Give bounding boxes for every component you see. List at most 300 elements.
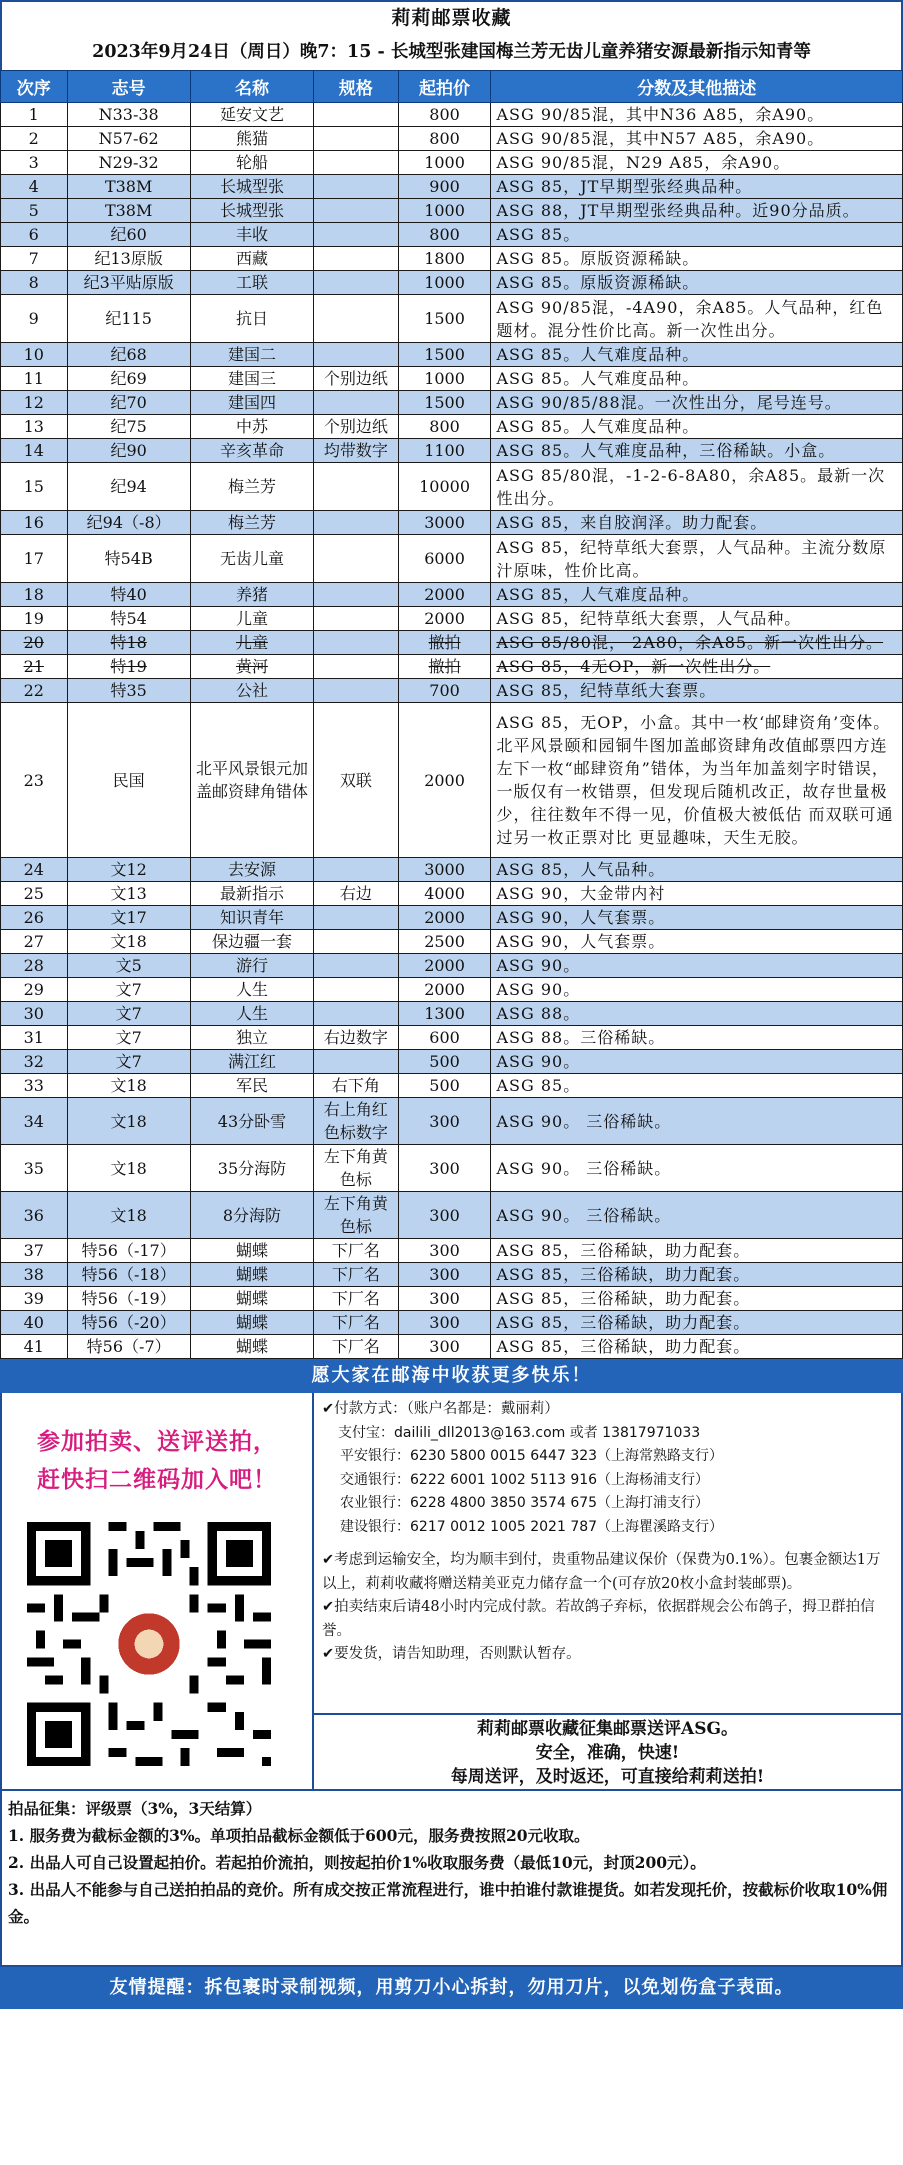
lot-spec: [314, 175, 399, 199]
table-row: [1, 1192, 903, 1239]
col-header-code: 志号: [67, 71, 190, 103]
lot-desc: ASG 85，纪特草纸大套票，人气品种。: [491, 607, 903, 631]
lot-code: 文18: [67, 1145, 190, 1192]
promo-line-1: 参加拍卖、送评送拍，: [37, 1428, 277, 1455]
lot-price: 2000: [398, 906, 491, 930]
lot-code: 纪13原版: [67, 247, 190, 271]
alipay-account[interactable]: 支付宝：dailili_dll2013@163.com 或者 13817971033: [338, 1424, 701, 1441]
shipping-note: ✔考虑到运输安全，均为顺丰到付，贵重物品建议保价（保费为0.1%）。包裹金额达1万以上，莉莉收藏将赠送精美亚克力储存盒一个(可存放20枚小盒封装邮票)。: [322, 1552, 881, 1592]
lot-spec: 个别边纸: [314, 415, 399, 439]
lot-name: 蝴蝶: [190, 1311, 313, 1335]
lot-price: 500: [398, 1074, 491, 1098]
lot-code: 特56（-18）: [67, 1263, 190, 1287]
lot-code: 特56（-17）: [67, 1239, 190, 1263]
rule-item-3: 3. 出品人不能参与自己送拍拍品的竞价。所有成交按正常流程进行，谁中拍谁付款谁提货。如若发现托价，按截标价收取10%佣金。: [8, 1880, 888, 1926]
lot-desc: ASG 90/85混，其中N57 A85，余A90。: [491, 127, 903, 151]
lot-name: 中苏: [190, 415, 313, 439]
lot-name: 保边疆一套: [190, 930, 313, 954]
table-row: [1, 439, 903, 463]
lot-price: 800: [398, 103, 491, 127]
lot-price: 800: [398, 223, 491, 247]
lot-desc: ASG 90/85混，其中N36 A85，余A90。: [491, 103, 903, 127]
table-row: [1, 1263, 903, 1287]
lot-desc: ASG 90。 三俗稀缺。: [491, 1098, 903, 1145]
table-row: [1, 415, 903, 439]
lot-spec: 右上角红色标数字: [314, 1098, 399, 1145]
lot-desc: ASG 85。: [491, 223, 903, 247]
lot-price: 撤拍: [398, 655, 491, 679]
lot-no: 16: [1, 511, 68, 535]
lot-spec: 左下角黄色标: [314, 1145, 399, 1192]
table-row: [1, 247, 903, 271]
lot-no: 20: [1, 631, 68, 655]
lot-spec: [314, 906, 399, 930]
lot-name: 延安文艺: [190, 103, 313, 127]
lot-code: N57-62: [67, 127, 190, 151]
lot-code: 特18: [67, 631, 190, 655]
slogan-line-1: 莉莉邮票收藏征集邮票送评ASG。: [477, 1719, 738, 1739]
lot-no: 17: [1, 535, 68, 583]
lot-desc: ASG 90。 三俗稀缺。: [491, 1192, 903, 1239]
lot-no: 8: [1, 271, 68, 295]
lot-no: 28: [1, 954, 68, 978]
lot-no: 38: [1, 1263, 68, 1287]
lot-spec: 个别边纸: [314, 367, 399, 391]
table-row: [1, 930, 903, 954]
lot-table: [0, 70, 903, 1359]
lot-price: 2000: [398, 703, 491, 858]
lot-code: 民国: [67, 703, 190, 858]
lot-no: 32: [1, 1050, 68, 1074]
lot-spec: 下厂名: [314, 1239, 399, 1263]
lot-price: 1800: [398, 247, 491, 271]
lot-spec: [314, 295, 399, 343]
lot-price: 600: [398, 1026, 491, 1050]
lot-desc: ASG 85，三俗稀缺，助力配套。: [491, 1335, 903, 1359]
lot-price: 1000: [398, 367, 491, 391]
lot-code: 文18: [67, 930, 190, 954]
table-row: [1, 223, 903, 247]
lot-code: 文7: [67, 1050, 190, 1074]
lot-no: 3: [1, 151, 68, 175]
lot-desc: ASG 85，三俗稀缺，助力配套。: [491, 1287, 903, 1311]
appraisal-slogan: [314, 1715, 901, 1789]
col-header-price: 起拍价: [398, 71, 491, 103]
lot-spec: 下厂名: [314, 1335, 399, 1359]
table-row: [1, 295, 903, 343]
lot-no: 27: [1, 930, 68, 954]
payment-info: [314, 1393, 901, 1715]
lot-price: 1500: [398, 391, 491, 415]
lot-desc: ASG 90。: [491, 978, 903, 1002]
lot-name: 知识青年: [190, 906, 313, 930]
lot-price: 3000: [398, 511, 491, 535]
table-row: [1, 1050, 903, 1074]
lot-price: 300: [398, 1145, 491, 1192]
lot-name: 长城型张: [190, 175, 313, 199]
lot-spec: 左下角黄色标: [314, 1192, 399, 1239]
lot-code: 特40: [67, 583, 190, 607]
table-row: [1, 199, 903, 223]
lot-desc: ASG 90，人气套票。: [491, 930, 903, 954]
lot-code: 特19: [67, 655, 190, 679]
lot-desc: ASG 85。人气难度品种。: [491, 367, 903, 391]
table-row: [1, 175, 903, 199]
lot-name: 建国二: [190, 343, 313, 367]
lot-spec: [314, 679, 399, 703]
lot-spec: [314, 583, 399, 607]
lot-price: 1000: [398, 271, 491, 295]
lot-code: 纪115: [67, 295, 190, 343]
lot-no: 14: [1, 439, 68, 463]
lot-price: 1000: [398, 199, 491, 223]
lot-spec: 右边数字: [314, 1026, 399, 1050]
payment-panel: [314, 1393, 901, 1789]
qr-code-icon: [18, 1513, 280, 1775]
rule-item-2: 2. 出品人可自己设置起拍价。若起拍价流拍，则按起拍价1%收取服务费（最低10元，封顶200元）。: [8, 1853, 706, 1872]
lot-no: 1: [1, 103, 68, 127]
lot-code: 文12: [67, 858, 190, 882]
lot-price: 300: [398, 1311, 491, 1335]
lot-no: 2: [1, 127, 68, 151]
payment-deadline-note: ✔拍卖结束后请48小时内完成付款。若故鸽子弃标，依据群规会公布鸽子，拇卫群拍信誉。: [322, 1599, 875, 1639]
lot-desc: ASG 85，来自胶润泽。助力配套。: [491, 511, 903, 535]
lot-code: T38M: [67, 199, 190, 223]
lot-spec: [314, 1002, 399, 1026]
lot-name: 8分海防: [190, 1192, 313, 1239]
lot-price: 1300: [398, 1002, 491, 1026]
lot-name: 最新指示: [190, 882, 313, 906]
table-row: [1, 1311, 903, 1335]
lot-code: 纪69: [67, 367, 190, 391]
lot-spec: [314, 151, 399, 175]
lot-price: 300: [398, 1263, 491, 1287]
lot-no: 30: [1, 1002, 68, 1026]
lot-code: N33-38: [67, 103, 190, 127]
lot-code: 文7: [67, 1026, 190, 1050]
lot-price: 2500: [398, 930, 491, 954]
lot-spec: [314, 607, 399, 631]
lot-name: 人生: [190, 1002, 313, 1026]
table-row: [1, 978, 903, 1002]
table-row: [1, 1002, 903, 1026]
lot-price: 2000: [398, 978, 491, 1002]
lot-code: 文13: [67, 882, 190, 906]
lot-code: T38M: [67, 175, 190, 199]
slogan-line-3: 每周送评，及时返还，可直接给莉莉送拍!: [450, 1767, 765, 1787]
lot-no: 21: [1, 655, 68, 679]
lot-desc: ASG 85，纪特草纸大套票。: [491, 679, 903, 703]
lot-code: 纪3平贴原版: [67, 271, 190, 295]
lot-desc: ASG 85，4无OP，新一次性出分。: [491, 655, 903, 679]
lot-spec: 均带数字: [314, 439, 399, 463]
table-row: [1, 631, 903, 655]
lot-code: 特54: [67, 607, 190, 631]
promo-text: [2, 1423, 312, 1499]
table-row: [1, 858, 903, 882]
table-row: [1, 463, 903, 511]
lot-price: 300: [398, 1239, 491, 1263]
lot-name: 蝴蝶: [190, 1239, 313, 1263]
table-row: [1, 906, 903, 930]
lot-no: 34: [1, 1098, 68, 1145]
lot-desc: ASG 85。人气难度品种。: [491, 415, 903, 439]
lot-desc: ASG 85。: [491, 1074, 903, 1098]
lot-name: 去安源: [190, 858, 313, 882]
lot-no: 22: [1, 679, 68, 703]
table-row: [1, 511, 903, 535]
lot-desc: ASG 85，纪特草纸大套票，人气品种。主流分数原汁原味，性价比高。: [491, 535, 903, 583]
lot-price: 900: [398, 175, 491, 199]
lot-price: 300: [398, 1098, 491, 1145]
lot-no: 5: [1, 199, 68, 223]
lot-desc: ASG 85，三俗稀缺，助力配套。: [491, 1311, 903, 1335]
lot-desc: ASG 85，人气品种。: [491, 858, 903, 882]
lot-spec: 下厂名: [314, 1287, 399, 1311]
lot-price: 10000: [398, 463, 491, 511]
table-row: [1, 343, 903, 367]
bank-account-pingan[interactable]: 平安银行：6230 5800 0015 6447 323（上海常熟路支行）: [340, 1448, 724, 1464]
table-header-row: [1, 71, 903, 103]
lot-name: 黄河: [190, 655, 313, 679]
lot-price: 4000: [398, 882, 491, 906]
lot-desc: ASG 85/80混，-1-2-6-8A80，余A85。最新一次性出分。: [491, 463, 903, 511]
lot-name: 无齿儿童: [190, 535, 313, 583]
lot-desc: ASG 90。 三俗稀缺。: [491, 1145, 903, 1192]
footer-reminder: 友情提醒：拆包裹时录制视频，用剪刀小心拆封，勿用刀片，以免划伤盒子表面。: [0, 1967, 903, 2009]
table-row: [1, 151, 903, 175]
lot-desc: ASG 88。三俗稀缺。: [491, 1026, 903, 1050]
lot-no: 35: [1, 1145, 68, 1192]
lot-desc: ASG 90/85/88混。一次性出分，尾号连号。: [491, 391, 903, 415]
table-row: [1, 1335, 903, 1359]
lot-code: 文7: [67, 978, 190, 1002]
lot-no: 23: [1, 703, 68, 858]
lot-code: 纪70: [67, 391, 190, 415]
table-row: [1, 1287, 903, 1311]
lot-spec: [314, 930, 399, 954]
lot-no: 19: [1, 607, 68, 631]
lot-name: 抗日: [190, 295, 313, 343]
lot-desc: ASG 90。: [491, 954, 903, 978]
lot-price: 300: [398, 1335, 491, 1359]
lot-desc: ASG 85，人气难度品种。: [491, 583, 903, 607]
table-row: [1, 1098, 903, 1145]
lot-desc: ASG 85。原版资源稀缺。: [491, 247, 903, 271]
lot-spec: [314, 1050, 399, 1074]
table-row: [1, 127, 903, 151]
lot-no: 7: [1, 247, 68, 271]
lot-desc: ASG 90/85混，N29 A85，余A90。: [491, 151, 903, 175]
payment-heading: ✔付款方式：（账户名都是：戴丽莉）: [322, 1401, 559, 1417]
table-row: [1, 271, 903, 295]
lot-price: 700: [398, 679, 491, 703]
lot-name: 梅兰芳: [190, 511, 313, 535]
bank-account-abc[interactable]: 农业银行：6228 4800 3850 3574 675（上海打浦支行）: [340, 1495, 710, 1511]
lot-no: 26: [1, 906, 68, 930]
lot-price: 500: [398, 1050, 491, 1074]
page-title: 莉莉邮票收藏: [2, 2, 901, 34]
dispatch-note: ✔要发货，请告知助理，否则默认暂存。: [322, 1646, 581, 1662]
slogan-line-2: 安全，准确，快速!: [535, 1743, 680, 1763]
table-row: [1, 391, 903, 415]
lot-no: 33: [1, 1074, 68, 1098]
table-row: [1, 103, 903, 127]
lot-name: 北平风景银元加盖邮资肆角错体: [190, 703, 313, 858]
lot-name: 建国三: [190, 367, 313, 391]
lot-name: 丰收: [190, 223, 313, 247]
lot-spec: 下厂名: [314, 1311, 399, 1335]
lot-no: 18: [1, 583, 68, 607]
lot-name: 公社: [190, 679, 313, 703]
lot-name: 轮船: [190, 151, 313, 175]
lot-desc: ASG 85，无OP，小盒。其中一枚‘邮肆资角’变体。北平风景颐和园铜牛图加盖邮资肆角改值邮票四方连左下一枚“邮肆资角”错体，为当年加盖刻字时错误，一版仅有一枚错票，但发现后随机改正，故存世量极少，往往数年不得一见，价值极大被低估 而双联可通过另一枚正票对比 更显趣味，天生无胶。: [491, 703, 903, 858]
lot-desc: ASG 90，大金带内衬: [491, 882, 903, 906]
lot-no: 15: [1, 463, 68, 511]
table-row: [1, 1026, 903, 1050]
lot-name: 辛亥革命: [190, 439, 313, 463]
lot-price: 1000: [398, 151, 491, 175]
lot-desc: ASG 90，人气套票。: [491, 906, 903, 930]
lot-name: 43分卧雪: [190, 1098, 313, 1145]
lot-desc: ASG 85/80混， 2A80，余A85。新一次性出分。: [491, 631, 903, 655]
lot-name: 独立: [190, 1026, 313, 1050]
lot-code: 特56（-20）: [67, 1311, 190, 1335]
lot-code: 纪60: [67, 223, 190, 247]
lot-name: 满江红: [190, 1050, 313, 1074]
lot-price: 2000: [398, 954, 491, 978]
lot-spec: [314, 978, 399, 1002]
document-header: [0, 0, 903, 70]
lot-no: 4: [1, 175, 68, 199]
promo-panel: [2, 1393, 314, 1789]
bank-account-ccb[interactable]: 建设银行：6217 0012 1005 2021 787（上海瞿溪路支行）: [340, 1518, 724, 1535]
col-header-spec: 规格: [314, 71, 399, 103]
rule-item-1: 1. 服务费为截标金额的3%。单项拍品截标金额低于600元，服务费按照20元收取。: [8, 1826, 590, 1845]
lot-price: 2000: [398, 607, 491, 631]
lot-desc: ASG 88。: [491, 1002, 903, 1026]
lot-no: 9: [1, 295, 68, 343]
col-header-no: 次序: [1, 71, 68, 103]
lot-code: 文18: [67, 1192, 190, 1239]
table-row: [1, 954, 903, 978]
lot-desc: ASG 85。原版资源稀缺。: [491, 271, 903, 295]
col-header-name: 名称: [190, 71, 313, 103]
lot-no: 10: [1, 343, 68, 367]
lot-name: 儿童: [190, 607, 313, 631]
lot-code: 文17: [67, 906, 190, 930]
lot-no: 6: [1, 223, 68, 247]
lot-desc: ASG 85，三俗稀缺，助力配套。: [491, 1263, 903, 1287]
lot-spec: [314, 127, 399, 151]
lot-spec: [314, 631, 399, 655]
lot-price: 300: [398, 1287, 491, 1311]
lot-spec: [314, 535, 399, 583]
table-row: [1, 882, 903, 906]
lot-price: 1500: [398, 295, 491, 343]
rules-title: 拍品征集：评级票（3%，3天结算）: [8, 1799, 262, 1818]
lot-name: 熊猫: [190, 127, 313, 151]
lot-no: 36: [1, 1192, 68, 1239]
lot-price: 6000: [398, 535, 491, 583]
lot-no: 11: [1, 367, 68, 391]
lot-code: 纪94: [67, 463, 190, 511]
lot-name: 蝴蝶: [190, 1263, 313, 1287]
lot-code: 特35: [67, 679, 190, 703]
lot-price: 800: [398, 127, 491, 151]
lot-spec: [314, 391, 399, 415]
lot-spec: [314, 199, 399, 223]
lot-price: 撤拍: [398, 631, 491, 655]
lot-code: N29-32: [67, 151, 190, 175]
lot-name: 长城型张: [190, 199, 313, 223]
lot-desc: ASG 90/85混，-4A90，余A85。人气品种，红色题材。混分性价比高。新一次性出分。: [491, 295, 903, 343]
lot-spec: 右下角: [314, 1074, 399, 1098]
lot-name: 蝴蝶: [190, 1287, 313, 1311]
table-row: [1, 1239, 903, 1263]
table-row: [1, 583, 903, 607]
payment-section: [0, 1393, 903, 1789]
lot-spec: 下厂名: [314, 1263, 399, 1287]
lot-spec: [314, 463, 399, 511]
lot-no: 40: [1, 1311, 68, 1335]
lot-spec: [314, 954, 399, 978]
table-row: [1, 367, 903, 391]
lot-no: 12: [1, 391, 68, 415]
lot-code: 特54B: [67, 535, 190, 583]
lot-desc: ASG 90。: [491, 1050, 903, 1074]
lot-price: 1500: [398, 343, 491, 367]
lot-desc: ASG 85。人气难度品种。: [491, 343, 903, 367]
qr-code[interactable]: [18, 1513, 280, 1775]
lot-table-body: [1, 103, 903, 1359]
lot-name: 工联: [190, 271, 313, 295]
promo-line-2: 赶快扫二维码加入吧！: [37, 1466, 277, 1493]
auction-subtitle: 2023年9月24日（周日）晚7：15 - 长城型张建国梅兰芳无齿儿童养猪安源最新指示知青等: [2, 34, 901, 70]
lot-name: 西藏: [190, 247, 313, 271]
lot-no: 39: [1, 1287, 68, 1311]
lot-code: 特56（-19）: [67, 1287, 190, 1311]
table-row: [1, 607, 903, 631]
lot-name: 儿童: [190, 631, 313, 655]
lot-code: 文7: [67, 1002, 190, 1026]
lot-name: 军民: [190, 1074, 313, 1098]
bank-account-bocom[interactable]: 交通银行：6222 6001 1002 5113 916（上海杨浦支行）: [340, 1471, 710, 1488]
lot-no: 13: [1, 415, 68, 439]
lot-price: 300: [398, 1192, 491, 1239]
lot-name: 养猪: [190, 583, 313, 607]
lot-name: 建国四: [190, 391, 313, 415]
lot-name: 人生: [190, 978, 313, 1002]
lot-spec: [314, 511, 399, 535]
lot-spec: [314, 655, 399, 679]
lot-code: 特56（-7）: [67, 1335, 190, 1359]
lot-price: 2000: [398, 583, 491, 607]
lot-spec: [314, 103, 399, 127]
lot-spec: 右边: [314, 882, 399, 906]
wishes-banner: 愿大家在邮海中收获更多快乐！: [0, 1359, 903, 1393]
lot-spec: [314, 343, 399, 367]
lot-code: 文18: [67, 1098, 190, 1145]
lot-name: 35分海防: [190, 1145, 313, 1192]
lot-no: 41: [1, 1335, 68, 1359]
lot-price: 3000: [398, 858, 491, 882]
lot-desc: ASG 85，JT早期型张经典品种。: [491, 175, 903, 199]
lot-desc: ASG 88，JT早期型张经典品种。近90分品质。: [491, 199, 903, 223]
lot-no: 24: [1, 858, 68, 882]
col-header-desc: 分数及其他描述: [491, 71, 903, 103]
lot-spec: [314, 271, 399, 295]
